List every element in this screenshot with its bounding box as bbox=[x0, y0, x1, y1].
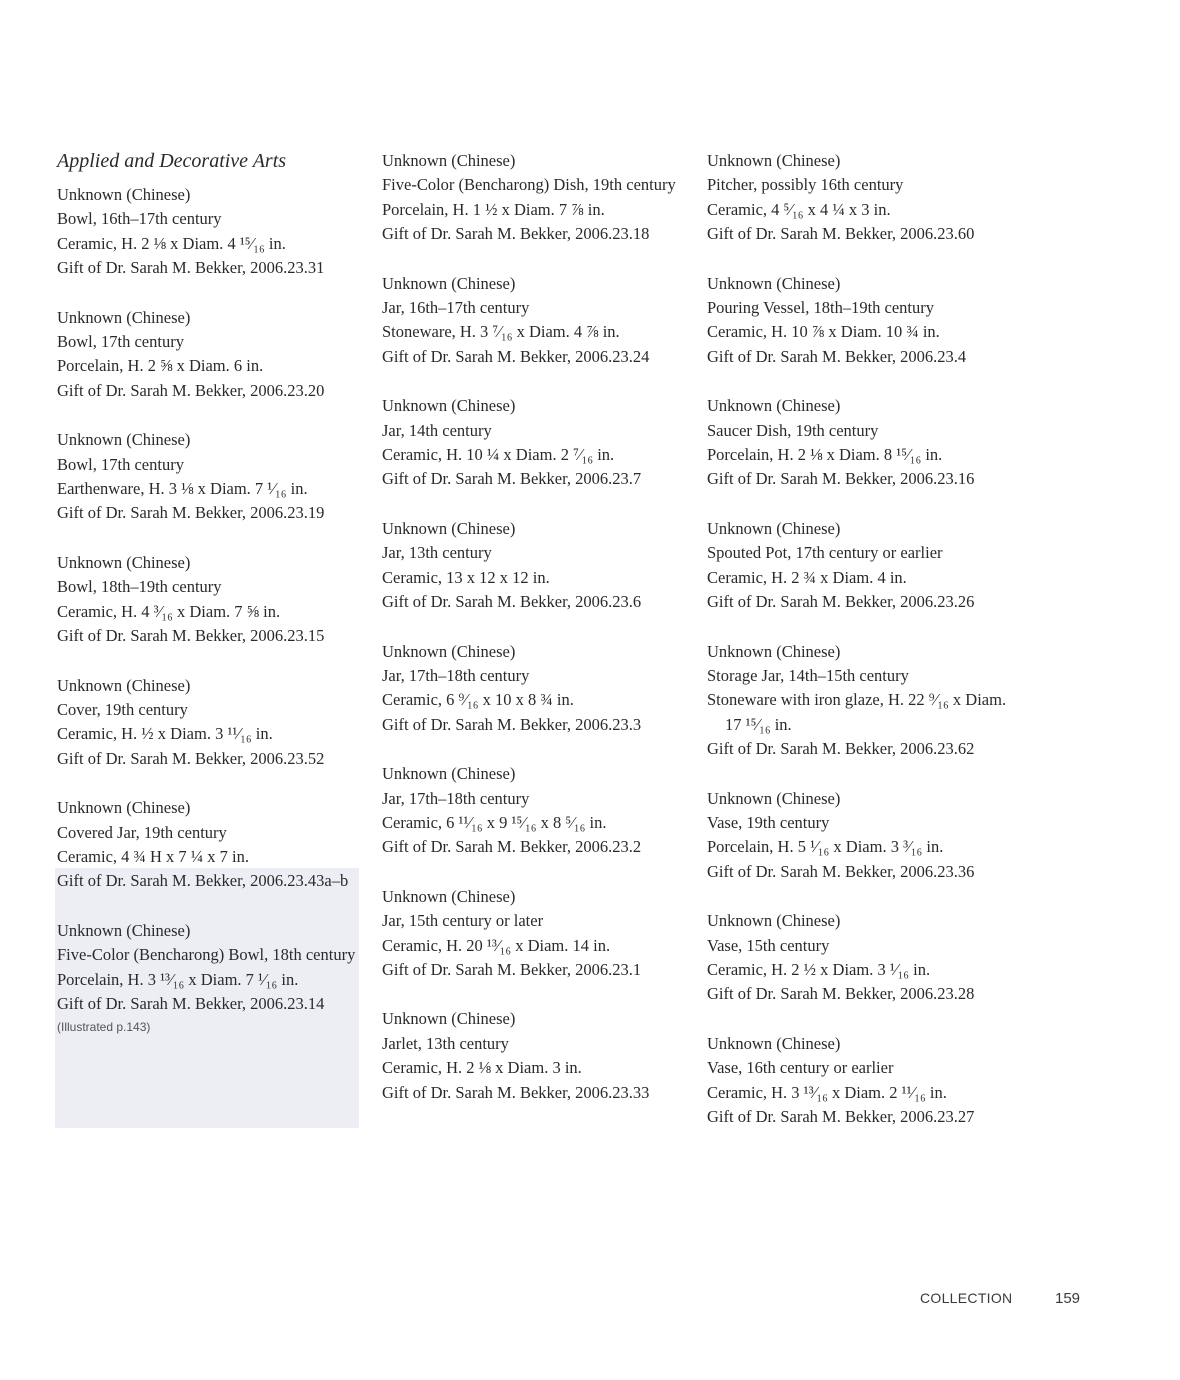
entry-title-date: Bowl, 17th century bbox=[57, 332, 184, 352]
entry-credit-line: Gift of Dr. Sarah M. Bekker, 2006.23.6 bbox=[382, 592, 642, 612]
entry-title-date: Spouted Pot, 17th century or earlier bbox=[707, 543, 943, 563]
entry-artist: Unknown (Chinese) bbox=[707, 396, 841, 416]
entry-medium-dimensions: Ceramic, H. 2 ⅛ x Diam. 3 in. bbox=[382, 1058, 582, 1078]
entry-medium-dimensions: Earthenware, H. 3 ⅛ x Diam. 7 ¹⁄₁₆ in. bbox=[57, 479, 308, 499]
entry-title-date: Bowl, 17th century bbox=[57, 454, 184, 474]
entry-credit-line: Gift of Dr. Sarah M. Bekker, 2006.23.28 bbox=[707, 984, 975, 1004]
catalog-entry bbox=[382, 762, 694, 860]
entry-title-date: Vase, 16th century or earlier bbox=[707, 1058, 894, 1078]
footer-section-label: COLLECTION bbox=[920, 1290, 1013, 1306]
entry-medium-dimensions: Ceramic, 4 ¾ H x 7 ¼ x 7 in. bbox=[57, 846, 250, 866]
entry-medium-dimensions: Ceramic, H. ½ x Diam. 3 ¹¹⁄₁₆ in. bbox=[57, 724, 273, 744]
entry-medium-dimensions: Ceramic, 13 x 12 x 12 in. bbox=[382, 567, 550, 587]
entry-medium-dimensions: Ceramic, H. 2 ⅛ x Diam. 4 ¹⁵⁄₁₆ in. bbox=[57, 233, 286, 253]
entry-artist: Unknown (Chinese) bbox=[707, 911, 841, 931]
entry-artist: Unknown (Chinese) bbox=[707, 273, 841, 293]
catalog-entry bbox=[707, 640, 1019, 762]
entry-credit-line: Gift of Dr. Sarah M. Bekker, 2006.23.33 bbox=[382, 1082, 650, 1102]
catalog-entry bbox=[707, 394, 1019, 492]
catalog-entry bbox=[382, 394, 694, 492]
entry-title-date: Bowl, 16th–17th century bbox=[57, 209, 222, 229]
entry-artist: Unknown (Chinese) bbox=[57, 675, 191, 695]
entry-artist: Unknown (Chinese) bbox=[707, 151, 841, 170]
entry-artist: Unknown (Chinese) bbox=[382, 1009, 516, 1029]
entry-title-date: Jar, 13th century bbox=[382, 543, 492, 563]
entry-title-date: Jar, 14th century bbox=[382, 420, 492, 440]
entry-artist: Unknown (Chinese) bbox=[382, 273, 516, 293]
entry-credit-line: Gift of Dr. Sarah M. Bekker, 2006.23.19 bbox=[57, 503, 325, 523]
entry-artist: Unknown (Chinese) bbox=[707, 788, 841, 808]
entry-medium-dimensions: Ceramic, H. 10 ⅞ x Diam. 10 ¾ in. bbox=[707, 322, 940, 342]
entry-credit-line: Gift of Dr. Sarah M. Bekker, 2006.23.1 bbox=[382, 959, 642, 979]
entry-credit-line: Gift of Dr. Sarah M. Bekker, 2006.23.18 bbox=[382, 224, 650, 244]
entry-credit-line: Gift of Dr. Sarah M. Bekker, 2006.23.24 bbox=[382, 346, 650, 366]
entry-artist: Unknown (Chinese) bbox=[57, 185, 191, 204]
catalog-entry bbox=[382, 272, 694, 370]
entry-artist: Unknown (Chinese) bbox=[57, 920, 191, 940]
entry-medium-dimensions: Ceramic, H. 10 ¼ x Diam. 2 ⁷⁄₁₆ in. bbox=[382, 445, 615, 465]
entry-credit-line: Gift of Dr. Sarah M. Bekker, 2006.23.36 bbox=[707, 861, 975, 881]
entry-title-date: Jarlet, 13th century bbox=[382, 1033, 509, 1053]
entry-credit-line: Gift of Dr. Sarah M. Bekker, 2006.23.2 bbox=[382, 837, 642, 857]
catalog-entry bbox=[57, 551, 369, 649]
catalog-entry bbox=[57, 306, 369, 404]
entry-artist: Unknown (Chinese) bbox=[382, 151, 516, 170]
entry-artist: Unknown (Chinese) bbox=[382, 396, 516, 416]
entry-title-date: Vase, 19th century bbox=[707, 812, 830, 832]
entry-title-date: Pouring Vessel, 18th–19th century bbox=[707, 298, 935, 318]
entry-credit-line: Gift of Dr. Sarah M. Bekker, 2006.23.3 bbox=[382, 714, 642, 734]
entry-title-date: Jar, 17th–18th century bbox=[382, 665, 530, 685]
entry-medium-dimensions: Porcelain, H. 1 ½ x Diam. 7 ⅞ in. bbox=[382, 199, 605, 219]
catalog-entry bbox=[382, 1007, 694, 1105]
entry-medium-dimensions: Ceramic, H. 2 ½ x Diam. 3 ¹⁄₁₆ in. bbox=[707, 959, 931, 979]
entry-medium-dimensions: Porcelain, H. 5 ¹⁄₁₆ x Diam. 3 ³⁄₁₆ in. bbox=[707, 837, 944, 857]
entry-title-date: Jar, 17th–18th century bbox=[382, 788, 530, 808]
catalog-entry bbox=[57, 796, 369, 894]
entry-credit-line: Gift of Dr. Sarah M. Bekker, 2006.23.7 bbox=[382, 469, 642, 489]
entry-medium-dimensions: Porcelain, H. 3 ¹³⁄₁₆ x Diam. 7 ¹⁄₁₆ in. bbox=[57, 969, 299, 989]
catalog-entry bbox=[382, 517, 694, 615]
entry-artist: Unknown (Chinese) bbox=[382, 764, 516, 784]
entry-artist: Unknown (Chinese) bbox=[57, 430, 191, 450]
entry-title-date: Jar, 15th century or later bbox=[382, 911, 544, 931]
catalog-entry bbox=[57, 428, 369, 526]
catalog-entry bbox=[57, 919, 369, 1017]
entry-credit-line: Gift of Dr. Sarah M. Bekker, 2006.23.15 bbox=[57, 626, 325, 646]
entry-medium-dimensions: Ceramic, 6 ⁹⁄₁₆ x 10 x 8 ¾ in. bbox=[382, 690, 574, 710]
entry-artist: Unknown (Chinese) bbox=[707, 641, 841, 661]
entry-title-date: Covered Jar, 19th century bbox=[57, 822, 227, 842]
entry-credit-line: Gift of Dr. Sarah M. Bekker, 2006.23.4 bbox=[707, 346, 967, 366]
entry-medium-dimensions: Ceramic, 6 ¹¹⁄₁₆ x 9 ¹⁵⁄₁₆ x 8 ⁵⁄₁₆ in. bbox=[382, 812, 607, 832]
entry-artist: Unknown (Chinese) bbox=[382, 886, 516, 906]
column-2 bbox=[382, 148, 694, 1130]
entry-medium-dimensions: Porcelain, H. 2 ⅝ x Diam. 6 in. bbox=[57, 356, 264, 376]
entry-title-date: Vase, 15th century bbox=[707, 935, 830, 955]
section-heading: Applied and Decorative Arts bbox=[57, 150, 287, 172]
entry-title-date: Five-Color (Bencharong) Bowl, 18th century bbox=[57, 945, 356, 965]
entry-medium-dimensions: Ceramic, H. 3 ¹³⁄₁₆ x Diam. 2 ¹¹⁄₁₆ in. bbox=[707, 1082, 947, 1102]
entry-artist: Unknown (Chinese) bbox=[707, 1033, 841, 1053]
entry-medium-dimensions: Porcelain, H. 2 ⅛ x Diam. 8 ¹⁵⁄₁₆ in. bbox=[707, 445, 943, 465]
catalog-entry bbox=[707, 909, 1019, 1007]
catalog-entry bbox=[707, 787, 1019, 885]
entry-artist: Unknown (Chinese) bbox=[57, 307, 191, 327]
entry-credit-line: Gift of Dr. Sarah M. Bekker, 2006.23.62 bbox=[707, 739, 975, 759]
entry-credit-line: Gift of Dr. Sarah M. Bekker, 2006.23.14 bbox=[57, 993, 325, 1013]
entry-title-date: Five-Color (Bencharong) Dish, 19th century bbox=[382, 175, 676, 195]
entry-medium-dimensions: Stoneware, H. 3 ⁷⁄₁₆ x Diam. 4 ⅞ in. bbox=[382, 322, 620, 342]
catalog-entry bbox=[57, 183, 369, 281]
entry-credit-line: Gift of Dr. Sarah M. Bekker, 2006.23.60 bbox=[707, 224, 975, 244]
entry-artist: Unknown (Chinese) bbox=[707, 518, 841, 538]
entry-credit-line: Gift of Dr. Sarah M. Bekker, 2006.23.16 bbox=[707, 469, 975, 489]
catalog-entry bbox=[707, 149, 1019, 247]
entry-medium-dimensions: Ceramic, 4 ⁵⁄₁₆ x 4 ¼ x 3 in. bbox=[707, 199, 891, 219]
entry-artist: Unknown (Chinese) bbox=[57, 798, 191, 818]
entry-title-date: Pitcher, possibly 16th century bbox=[707, 175, 904, 195]
entry-title-date: Bowl, 18th–19th century bbox=[57, 577, 222, 597]
entry-credit-line: Gift of Dr. Sarah M. Bekker, 2006.23.31 bbox=[57, 258, 325, 278]
entry-medium-dimensions: Ceramic, H. 20 ¹³⁄₁₆ x Diam. 14 in. bbox=[382, 935, 611, 955]
entry-title-date: Jar, 16th–17th century bbox=[382, 298, 530, 318]
entry-artist: Unknown (Chinese) bbox=[382, 518, 516, 538]
entry-title-date: Cover, 19th century bbox=[57, 699, 188, 719]
catalog-entry bbox=[707, 517, 1019, 615]
catalog-entry bbox=[382, 149, 694, 247]
catalog-entry bbox=[382, 885, 694, 983]
catalog-entry bbox=[707, 272, 1019, 370]
catalog-entry bbox=[707, 1032, 1019, 1130]
column-1 bbox=[57, 148, 369, 1036]
entry-medium-dimensions: Stoneware with iron glaze, H. 22 ⁹⁄₁₆ x Diam. 17 ¹⁵⁄₁₆ in. bbox=[707, 690, 1007, 734]
column-3 bbox=[707, 148, 1019, 1154]
entry-title-date: Storage Jar, 14th–15th century bbox=[707, 665, 909, 685]
entry-artist: Unknown (Chinese) bbox=[382, 641, 516, 661]
entry-medium-dimensions: Ceramic, H. 2 ¾ x Diam. 4 in. bbox=[707, 567, 907, 587]
entry-title-date: Saucer Dish, 19th century bbox=[707, 420, 879, 440]
catalog-entry bbox=[57, 674, 369, 772]
entry-credit-line: Gift of Dr. Sarah M. Bekker, 2006.23.20 bbox=[57, 380, 325, 400]
entry-credit-line: Gift of Dr. Sarah M. Bekker, 2006.23.43a–b bbox=[57, 871, 349, 891]
entry-medium-dimensions: Ceramic, H. 4 ³⁄₁₆ x Diam. 7 ⅝ in. bbox=[57, 601, 281, 621]
entry-credit-line: Gift of Dr. Sarah M. Bekker, 2006.23.52 bbox=[57, 748, 325, 768]
entry-artist: Unknown (Chinese) bbox=[57, 552, 191, 572]
illustration-note: (Illustrated p.143) bbox=[57, 1020, 151, 1035]
page-number: 159 bbox=[1055, 1290, 1081, 1307]
entry-credit-line: Gift of Dr. Sarah M. Bekker, 2006.23.26 bbox=[707, 592, 975, 612]
catalog-entry bbox=[382, 640, 694, 738]
entry-credit-line: Gift of Dr. Sarah M. Bekker, 2006.23.27 bbox=[707, 1107, 975, 1126]
